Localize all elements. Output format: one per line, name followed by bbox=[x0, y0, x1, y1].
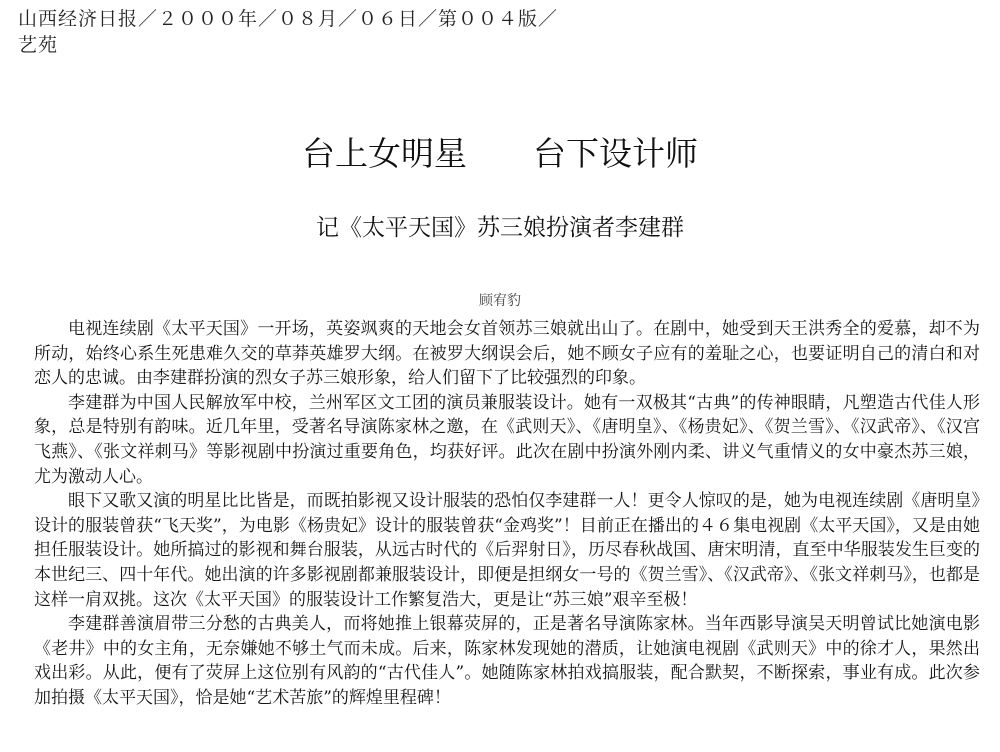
article-subtitle: 记《太平天国》苏三娘扮演者李建群 bbox=[316, 215, 684, 241]
section-name: 艺苑 bbox=[18, 34, 59, 56]
paragraph: 电视连续剧《太平天国》一开场，英姿飒爽的天地会女首领苏三娘就出山了。在剧中，她受到天王洪秀全的爱慕，却不为所动，始终心系生死患难久交的草莽英雄罗大纲。在被罗大纲误会后，她不顾女子应有的羞耻之心，也要证明自己的清白和对恋人的忠诚。由李建群扮演的烈女子苏三娘形象，给人们留下了比较强烈的印象。 bbox=[34, 319, 980, 389]
paragraph: 眼下又歌又演的明星比比皆是，而既拍影视又设计服装的恐怕仅李建群一人！更令人惊叹的是，她为电视连续剧《唐明皇》设计的服装曾获“飞天奖”，为电影《杨贵妃》设计的服装曾获“金鸡奖”！目前正在播出的４６集电视剧《太平天国》，又是由她担任服装设计。她所搞过的影视和舞台服装，从远古时代的《后羿射日》，历尽春秋战国、唐宋明清，直至中华服装发生巨变的本世纪三、四十年代。她出演的许多影视剧都兼服装设计，即便是担纲女一号的《贺兰雪》、《汉武帝》、《张文祥刺马》，也都是这样一肩双挑。这次《太平天国》的服装设计工作繁复浩大，更是让“苏三娘”艰辛至极！ bbox=[34, 491, 980, 610]
paragraph: 李建群为中国人民解放军中校，兰州军区文工团的演员兼服装设计。她有一双极其“古典”的传神眼睛，凡塑造古代佳人形象，总是特别有韵味。近几年里，受著名导演陈家林之邀，在《武则天》、《唐明皇》、《杨贵妃》、《贺兰雪》、《汉武帝》、《汉宫飞燕》、《张文祥刺马》等影视剧中扮演过重要角色，均获好评。此次在剧中扮演外刚内柔、讲义气重情义的女中豪杰苏三娘，尤为激动人心。 bbox=[34, 392, 980, 487]
article-title: 台上女明星 台下设计师 bbox=[302, 134, 698, 173]
article-body bbox=[34, 317, 980, 711]
dateline: 山西经济日报／２０００年／０８月／０６日／第００４版／ bbox=[18, 8, 559, 30]
paragraph: 李建群善演眉带三分愁的古典美人，而将她推上银幕荧屏的，正是著名导演陈家林。当年西影导演吴天明曾试比她演电影《老井》中的女主角，无奈嫌她不够土气而未成。后来，陈家林发现她的潜质，让她演电视剧《武则天》中的徐才人，果然出戏出彩。从此，便有了荧屏上这位别有风韵的“古代佳人”。她随陈家林拍戏搞服装，配合默契，不断探索，事业有成。此次参加拍摄《太平天国》，恰是她“艺术苦旅”的辉煌里程碑！ bbox=[34, 614, 980, 708]
article-author: 顾宥豹 bbox=[479, 293, 521, 309]
newspaper-header bbox=[18, 6, 558, 58]
